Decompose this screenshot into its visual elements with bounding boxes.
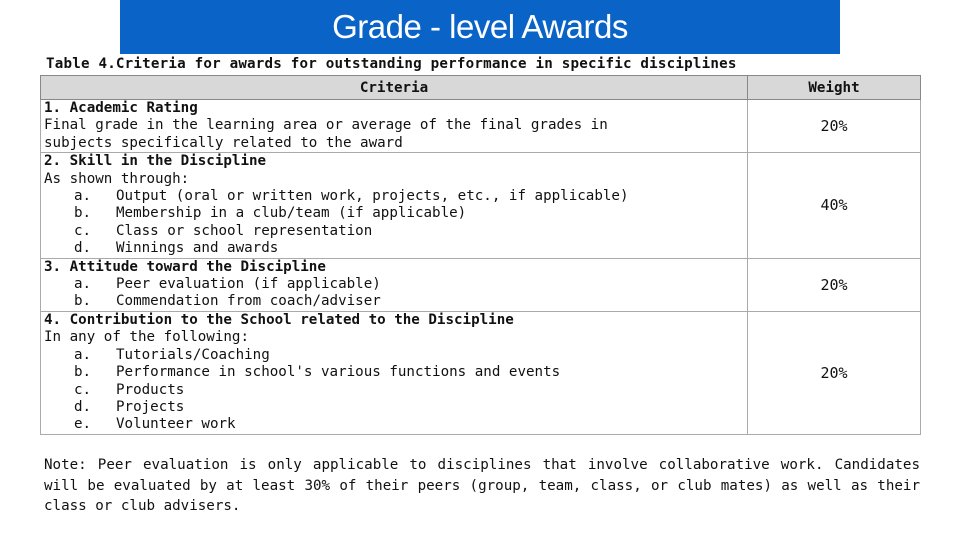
subitem-letter: b. [74,364,92,381]
criteria-cell [41,153,748,258]
weight-header: Weight [748,76,921,100]
criterion-description: subjects specifically related to the award [44,134,403,151]
criteria-row [41,100,921,153]
criterion-subitem [44,364,747,381]
criteria-row [41,258,921,311]
subitem-text: Projects [116,398,185,415]
criterion-subitem [44,399,747,416]
table-caption: Table 4.Criteria for awards for outstanding performance in specific disciplines [46,56,737,72]
criterion-subitem [44,188,747,205]
subitem-text: Commendation from coach/adviser [116,293,381,310]
subitem-text: Tutorials/Coaching [116,346,270,363]
criterion-heading: 2. Skill in the Discipline [44,153,267,170]
subitem-letter: a. [74,276,92,293]
criteria-row [41,153,921,258]
subitem-text: Class or school representation [116,222,373,239]
subitem-text: Peer evaluation (if applicable) [116,276,381,293]
weight-cell: 20% [748,100,921,153]
subitem-text: Winnings and awards [116,240,279,257]
criterion-subitem [44,347,747,364]
criterion-heading: 3. Attitude toward the Discipline [44,258,326,275]
subitem-letter: d. [74,240,92,257]
subitem-letter: a. [74,188,92,205]
subitem-text: Performance in school's various functions and events [116,364,561,381]
subitem-text: Volunteer work [116,416,236,433]
criterion-description: In any of the following: [44,329,249,346]
criteria-cell [41,100,748,153]
table-header-row [41,76,921,100]
criteria-header: Criteria [41,76,748,100]
subitem-letter: c. [74,381,92,398]
criterion-description: As shown through: [44,170,190,187]
criterion-subitem [44,382,747,399]
table-note: Note: Peer evaluation is only applicable to disciplines that involve collaborative work. Candidates will be evaluated by at least 30% of their peers (group, team, class, or club mates) as well as their class or club advisers. [44,457,920,514]
subitem-text: Output (oral or written work, projects, etc., if applicable) [116,188,629,205]
criterion-subitem [44,205,747,222]
subitem-text: Products [116,381,185,398]
subitem-letter: d. [74,398,92,415]
subitem-letter: a. [74,346,92,363]
criteria-table [40,75,921,435]
criteria-cell [41,311,748,434]
subitem-letter: c. [74,222,92,239]
weight-cell: 20% [748,311,921,434]
criterion-subitem [44,416,747,433]
weight-cell: 20% [748,258,921,311]
criterion-heading: 1. Academic Rating [44,100,198,116]
criterion-subitem [44,276,747,293]
criterion-heading: 4. Contribution to the School related to the Discipline [44,311,514,328]
subitem-letter: b. [74,293,92,310]
subitem-letter: e. [74,416,92,433]
criterion-subitem [44,240,747,257]
subitem-text: Membership in a club/team (if applicable) [116,205,467,222]
criteria-row [41,311,921,434]
criterion-subitem [44,223,747,240]
subitem-letter: b. [74,205,92,222]
criterion-subitem [44,293,747,310]
weight-cell: 40% [748,153,921,258]
criterion-description: Final grade in the learning area or average of the final grades in [44,117,608,134]
criteria-cell [41,258,748,311]
slide-title: Grade - level Awards [120,0,840,54]
